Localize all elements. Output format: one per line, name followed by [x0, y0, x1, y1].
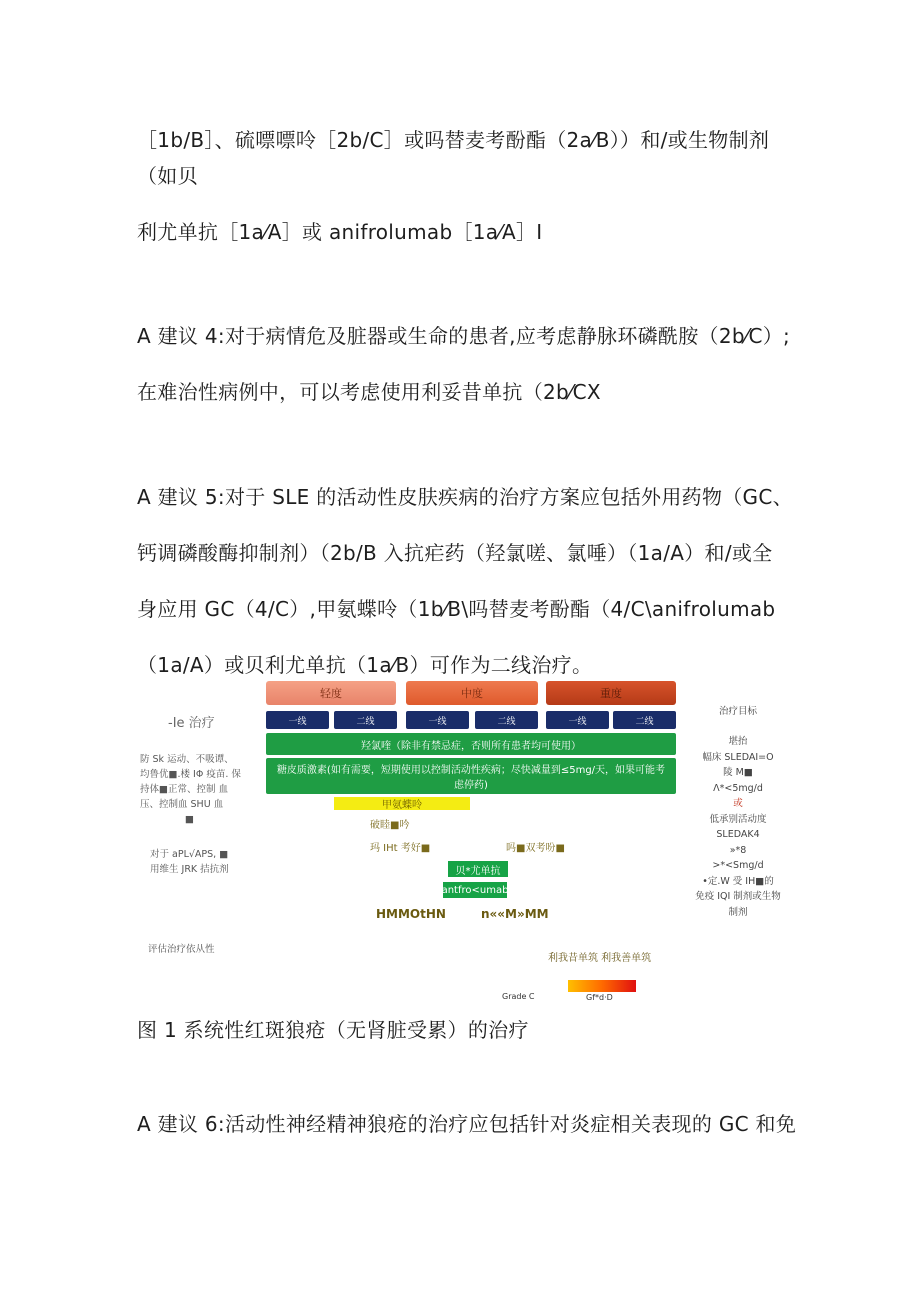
- line-7: 身应用 GC（4/C）,甲氨蝶呤（1b⁄B\吗替麦考酚酯（4/C\anifrolumab: [137, 597, 776, 621]
- line-4: 在难治性病例中，可以考虑使用利妥昔单抗（2b⁄CX: [137, 380, 601, 404]
- grade-d-label: Gf*d·D: [586, 993, 613, 1002]
- first-line-severe: 一线: [546, 711, 609, 729]
- line-1: ［1b/B］、硫嘌嘌呤［2b/C］或吗替麦考酚酯（2a⁄B））和/或生物制剂: [137, 128, 770, 152]
- line-8: （1a/A）或贝利尤单抗（1a⁄B）可作为二线治疗。: [137, 653, 593, 677]
- grade-c-label: Grade C: [502, 992, 535, 1001]
- figure-caption: 图 1 系统性红斑狼疮（无肾脏受累）的治疗: [137, 1018, 529, 1042]
- cyc-label-2: n««M»MM: [481, 907, 549, 921]
- cyc-label: HMMOtHN: [376, 907, 446, 921]
- first-line-mild: 一线: [266, 711, 329, 729]
- aza-label: 破睦■吟: [370, 820, 410, 831]
- grade-gradient: [568, 980, 636, 992]
- left-apl-note: 对于 aPL√APS, ■ 用维生 JRK 拮抗剂: [150, 849, 229, 875]
- line-9: A 建议 6:活动性神经精神狼疮的治疗应包括针对炎症相关表现的 GC 和免: [137, 1112, 797, 1136]
- rituximab-label: 利我昔单筑 利我善单筑: [548, 953, 652, 964]
- hcq-bar: 羟氯喹（除非有禁忌症，否则所有患者均可使用）: [266, 733, 676, 755]
- left-title: -Ie 治疗: [168, 716, 215, 731]
- severity-moderate: 中度: [406, 681, 538, 705]
- line-5: A 建议 5:对于 SLE 的活动性皮肤疾病的治疗方案应包括外用药物（GC、: [137, 485, 793, 509]
- cni-label: 玛 IHt 考好■: [370, 843, 431, 854]
- line-6: 钙调磷酸酶抑制剂）（2b/B 入抗疟药（羟氯嗟、氯唾）（1a/A）和/或全: [137, 541, 773, 565]
- first-line-moderate: 一线: [406, 711, 469, 729]
- line-2: 利尤单抗［1a⁄A］或 anifrolumab［1a⁄A］I: [137, 220, 543, 244]
- mmf-label: 吗■双考吩■: [506, 843, 565, 854]
- severity-severe: 重度: [546, 681, 676, 705]
- left-general-measures: 防 Sk 运动、不吸谭、 均鲁优■.楼 IΦ 疫苗. 保 持体■正常、控制 血 压、控制血 SHU 血 ■: [140, 754, 241, 825]
- left-adherence: 评估治疗依从性: [148, 944, 215, 955]
- line-1b: （如贝: [137, 164, 198, 188]
- anifrolumab-label: antfro<umab: [443, 882, 507, 898]
- second-line-severe: 二线: [613, 711, 676, 729]
- mtx-bar: 甲氨蝶呤: [334, 797, 470, 810]
- right-title: 治疗目标: [718, 706, 757, 717]
- gc-bar: 糖皮质激素(如有需要，短期使用以控制活动性疾病；尽快减量到≤5mg/天，如果可能考虑停药): [266, 758, 676, 794]
- belimumab-label: 贝*尤单抗: [448, 861, 508, 877]
- right-targets: 堪抬 幅床 SLEDAI=O 陵 M■ Λ*<5mg/d 或 低承别活动度 SLEDAK4 »*8 >*<Smg/d •定.W 受 IH■的 免疫 IQI 制剂或生物 制剂: [695, 736, 781, 918]
- line-3: A 建议 4:对于病情危及脏器或生命的患者,应考虑静脉环磷酰胺（2b⁄C）;: [137, 324, 791, 348]
- severity-mild: 轻度: [266, 681, 396, 705]
- treatment-figure: [138, 676, 788, 1006]
- second-line-moderate: 二线: [475, 711, 538, 729]
- second-line-mild: 二线: [334, 711, 397, 729]
